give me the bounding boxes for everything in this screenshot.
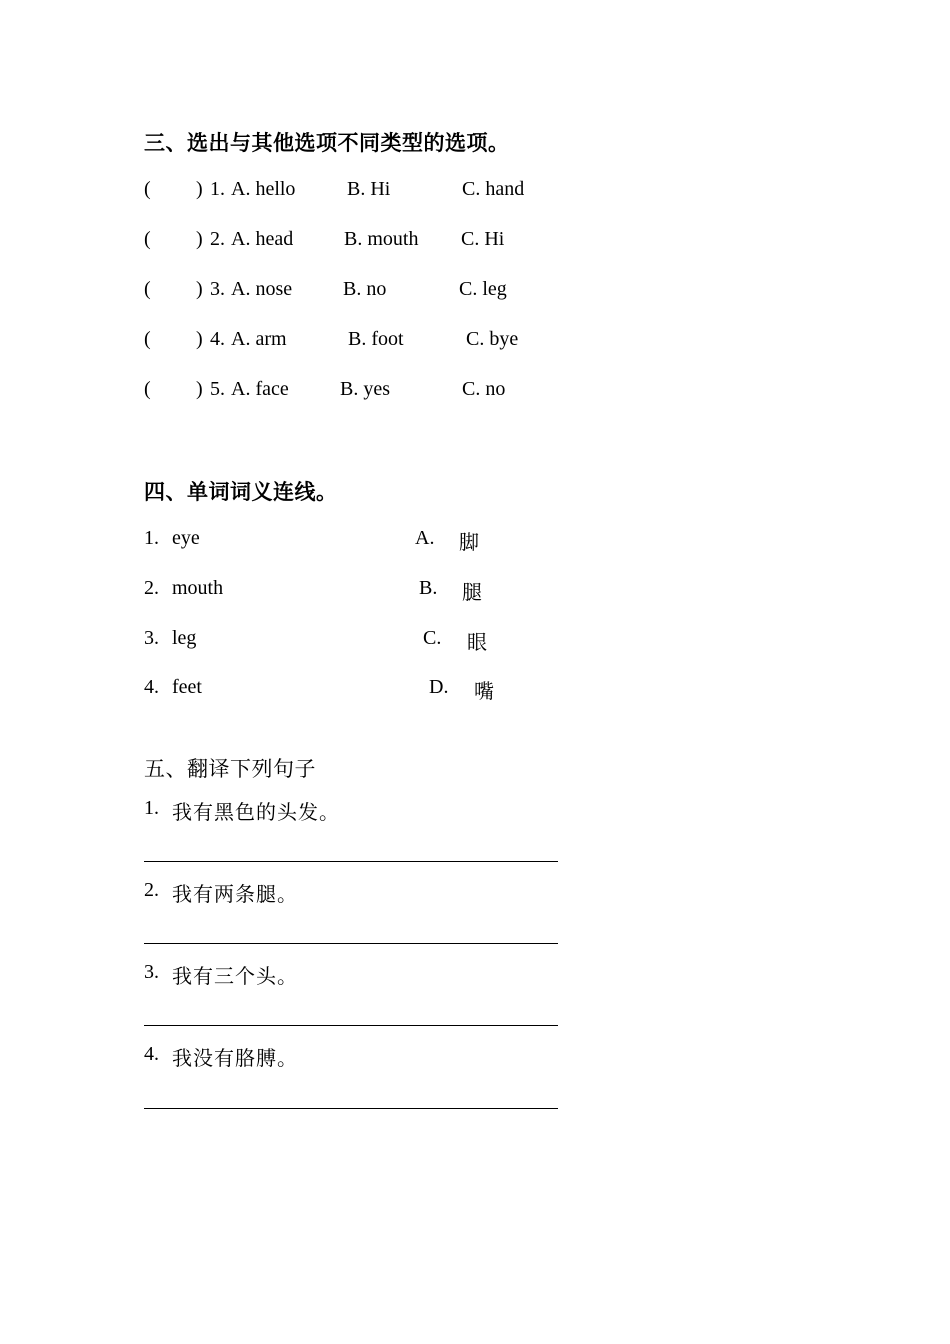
answer-line[interactable] xyxy=(144,1025,558,1026)
option-c: C. no xyxy=(462,378,506,400)
meaning-letter: D. xyxy=(429,676,449,698)
option-a: A. hello xyxy=(231,178,296,200)
section-4-title: 四、单词词义连线。 xyxy=(144,480,338,504)
option-b: B. yes xyxy=(340,378,390,400)
question-number: 2. xyxy=(210,228,225,250)
section-5-title: 五、翻译下列句子 xyxy=(144,757,316,781)
meaning-leg: 腿 xyxy=(462,582,483,604)
answer-paren-open: ( xyxy=(144,328,151,350)
sentence-text: 我有三个头。 xyxy=(172,966,298,988)
answer-paren-open: ( xyxy=(144,378,151,400)
option-c: C. hand xyxy=(462,178,525,200)
option-c: C. bye xyxy=(466,328,519,350)
answer-paren-open: ( xyxy=(144,278,151,300)
word-mouth: mouth xyxy=(172,577,224,599)
option-a: A. arm xyxy=(231,328,287,350)
option-a: A. head xyxy=(231,228,294,250)
question-number: 1. xyxy=(210,178,225,200)
option-b: B. mouth xyxy=(344,228,419,250)
option-b: B. no xyxy=(343,278,387,300)
word-feet: feet xyxy=(172,676,202,698)
option-c: C. leg xyxy=(459,278,507,300)
answer-paren-close: ) xyxy=(196,278,203,300)
sentence-text: 我有两条腿。 xyxy=(172,884,298,906)
word-number: 1. xyxy=(144,527,159,549)
sentence-number: 2. xyxy=(144,879,159,901)
word-number: 2. xyxy=(144,577,159,599)
answer-line[interactable] xyxy=(144,861,558,862)
word-eye: eye xyxy=(172,527,200,549)
answer-paren-close: ) xyxy=(196,328,203,350)
answer-paren-open: ( xyxy=(144,178,151,200)
sentence-text: 我没有胳膊。 xyxy=(172,1048,298,1070)
option-a: A. nose xyxy=(231,278,293,300)
meaning-mouth: 嘴 xyxy=(474,681,495,703)
sentence-number: 4. xyxy=(144,1043,159,1065)
word-leg: leg xyxy=(172,627,197,649)
meaning-letter: C. xyxy=(423,627,442,649)
word-number: 4. xyxy=(144,676,159,698)
answer-line[interactable] xyxy=(144,1108,558,1109)
answer-paren-open: ( xyxy=(144,228,151,250)
question-number: 3. xyxy=(210,278,225,300)
question-number: 5. xyxy=(210,378,225,400)
meaning-letter: B. xyxy=(419,577,438,599)
answer-paren-close: ) xyxy=(196,378,203,400)
answer-line[interactable] xyxy=(144,943,558,944)
word-number: 3. xyxy=(144,627,159,649)
meaning-foot: 脚 xyxy=(459,532,480,554)
sentence-number: 3. xyxy=(144,961,159,983)
option-b: B. Hi xyxy=(347,178,391,200)
sentence-text: 我有黑色的头发。 xyxy=(172,802,340,824)
option-c: C. Hi xyxy=(461,228,505,250)
question-number: 4. xyxy=(210,328,225,350)
meaning-eye: 眼 xyxy=(467,632,488,654)
answer-paren-close: ) xyxy=(196,178,203,200)
option-a: A. face xyxy=(231,378,289,400)
section-3-title: 三、选出与其他选项不同类型的选项。 xyxy=(144,131,510,155)
sentence-number: 1. xyxy=(144,797,159,819)
option-b: B. foot xyxy=(348,328,404,350)
meaning-letter: A. xyxy=(415,527,435,549)
answer-paren-close: ) xyxy=(196,228,203,250)
